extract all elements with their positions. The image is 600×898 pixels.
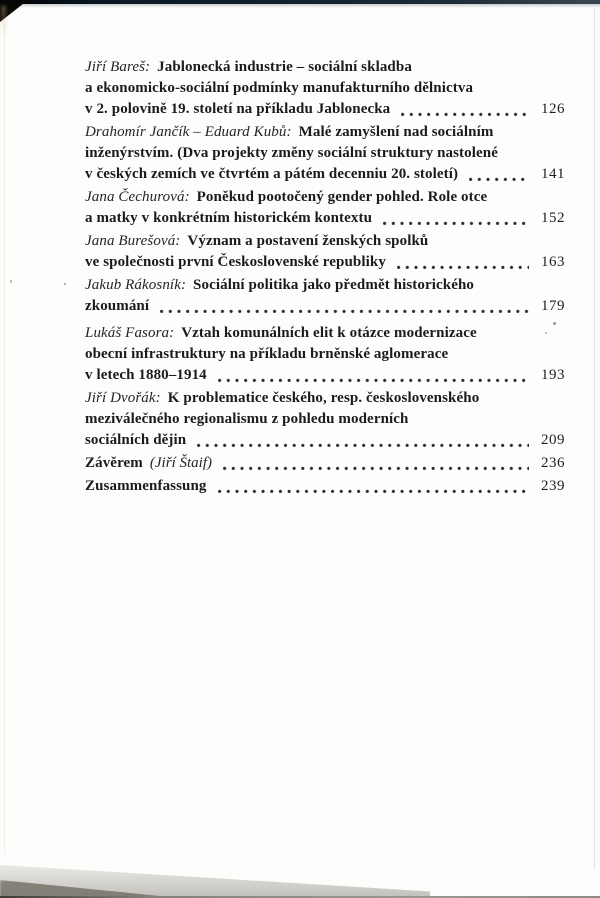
toc-entry — [85, 323, 565, 386]
toc-entry-page-number: 163 — [541, 254, 565, 270]
toc-entry — [85, 275, 565, 317]
toc-entry — [85, 57, 565, 120]
toc-entry-title-text: sociálních dějin — [85, 432, 187, 448]
toc-entry-page-number: 179 — [541, 298, 565, 314]
dot-leader — [223, 466, 529, 471]
scan-speck — [545, 332, 547, 334]
toc-entry-author: Drahomír Jančík – Eduard Kubů: — [85, 124, 292, 140]
dot-leader — [197, 443, 529, 448]
toc-entry-title-text: inženýrstvím. (Dva projekty změny sociální struktury nastolené — [85, 145, 498, 161]
page-crease-right — [594, 8, 595, 870]
toc-entry-line-last — [85, 208, 565, 229]
toc-entry-line — [85, 231, 565, 252]
dot-leader — [218, 489, 529, 494]
scan-speck — [553, 322, 556, 325]
toc-entry-line-last — [85, 476, 565, 497]
toc-entry-title-text: obecní infrastruktury na příkladu brněnské aglomerace — [85, 346, 449, 362]
toc-entry-line-last — [85, 365, 565, 386]
toc-entry-line — [85, 78, 565, 99]
toc-entry-title-text: Jablonecká industrie – sociální skladba — [157, 59, 412, 75]
toc-entry-title-text: v letech 1880–1914 — [85, 367, 207, 383]
toc-entry-line — [85, 57, 565, 78]
toc-entry-line — [85, 344, 565, 365]
toc-entry-line — [85, 409, 565, 430]
dot-leader — [383, 221, 529, 226]
toc-entry-title-text: v 2. polovině 19. století na příkladu Jablonecka — [85, 101, 391, 117]
dot-leader — [160, 309, 529, 314]
toc-entry-author: Jana Burešová: — [85, 233, 181, 249]
toc-entry-page-number: 209 — [541, 432, 565, 448]
scan-speck — [10, 280, 12, 283]
toc-entry-title-text: v českých zemích ve čtvrtém a pátém decenniu 20. století) — [85, 166, 459, 182]
toc-entry-author: Jiří Bareš: — [85, 59, 151, 75]
toc-entry-line-last — [85, 430, 565, 451]
toc-entry-line — [85, 388, 565, 409]
toc-entry-title-text: zkoumání — [85, 298, 150, 314]
toc-entry-title-text: K problematice českého, resp. československého — [167, 390, 480, 406]
toc-entry-line-last — [85, 453, 565, 474]
toc-entry-line — [85, 275, 565, 296]
toc-entry-author: Jana Čechurová: — [85, 189, 190, 205]
toc-entry-note: (Jiří Štaif) — [149, 455, 212, 471]
dot-leader — [397, 265, 529, 270]
toc-entry-title-text: Závěrem — [85, 455, 143, 471]
toc-entry-title-text: Zusammenfassung — [85, 478, 207, 494]
toc-entry-page-number: 141 — [541, 166, 565, 182]
toc-entry-title-text: meziválečného regionalismu z pohledu moderních — [85, 411, 409, 427]
toc-entry-line — [85, 122, 565, 143]
toc-entry — [85, 122, 565, 185]
toc-entry-title-text: Význam a postavení ženských spolků — [187, 233, 429, 249]
toc-entry-line-last — [85, 252, 565, 273]
toc-entry — [85, 231, 565, 273]
toc-entry-line-last — [85, 99, 565, 120]
toc-entry-line — [85, 323, 565, 344]
toc-entry-author: Lukáš Fasora: — [85, 325, 175, 341]
toc-entry-author: Jiří Dvořák: — [85, 390, 161, 406]
toc-entry-line — [85, 143, 565, 164]
toc-entry-title-text: Vztah komunálních elit k otázce modernizace — [181, 325, 477, 341]
toc-entry — [85, 388, 565, 451]
toc-entry-page-number: 236 — [541, 455, 565, 471]
toc-entry-title-text: Poněkud pootočený gender pohled. Role otce — [196, 189, 488, 205]
toc-entry-title-text: Malé zamyšlení nad sociálním — [298, 124, 494, 140]
toc-entry-line — [85, 187, 565, 208]
toc-entry-page-number: 239 — [541, 478, 565, 494]
toc-entry-line-last — [85, 164, 565, 185]
scan-speck — [64, 283, 66, 285]
page-crease-left — [4, 24, 5, 854]
dot-leader — [469, 177, 529, 182]
scan-edge-top-fade — [0, 4, 600, 8]
toc-entry-page-number: 193 — [541, 367, 565, 383]
toc-entry-title-text: a ekonomicko-sociální podmínky manufakturního dělnictva — [85, 80, 474, 96]
toc-entry-page-number: 152 — [541, 210, 565, 226]
toc-entry-title-text: a matky v konkrétním historickém kontextu — [85, 210, 373, 226]
toc-entry — [85, 187, 565, 229]
table-of-contents — [85, 57, 565, 499]
toc-entry — [85, 453, 565, 474]
toc-entry-title-text: Sociální politika jako předmět historického — [193, 277, 475, 293]
dot-leader — [401, 112, 529, 117]
toc-entry-line-last — [85, 296, 565, 317]
toc-entry-author: Jakub Rákosník: — [85, 277, 187, 293]
toc-entry — [85, 476, 565, 497]
toc-entry-title-text: ve společnosti první Československé republiky — [85, 254, 386, 270]
toc-entry-page-number: 126 — [541, 101, 565, 117]
dot-leader — [218, 378, 529, 383]
